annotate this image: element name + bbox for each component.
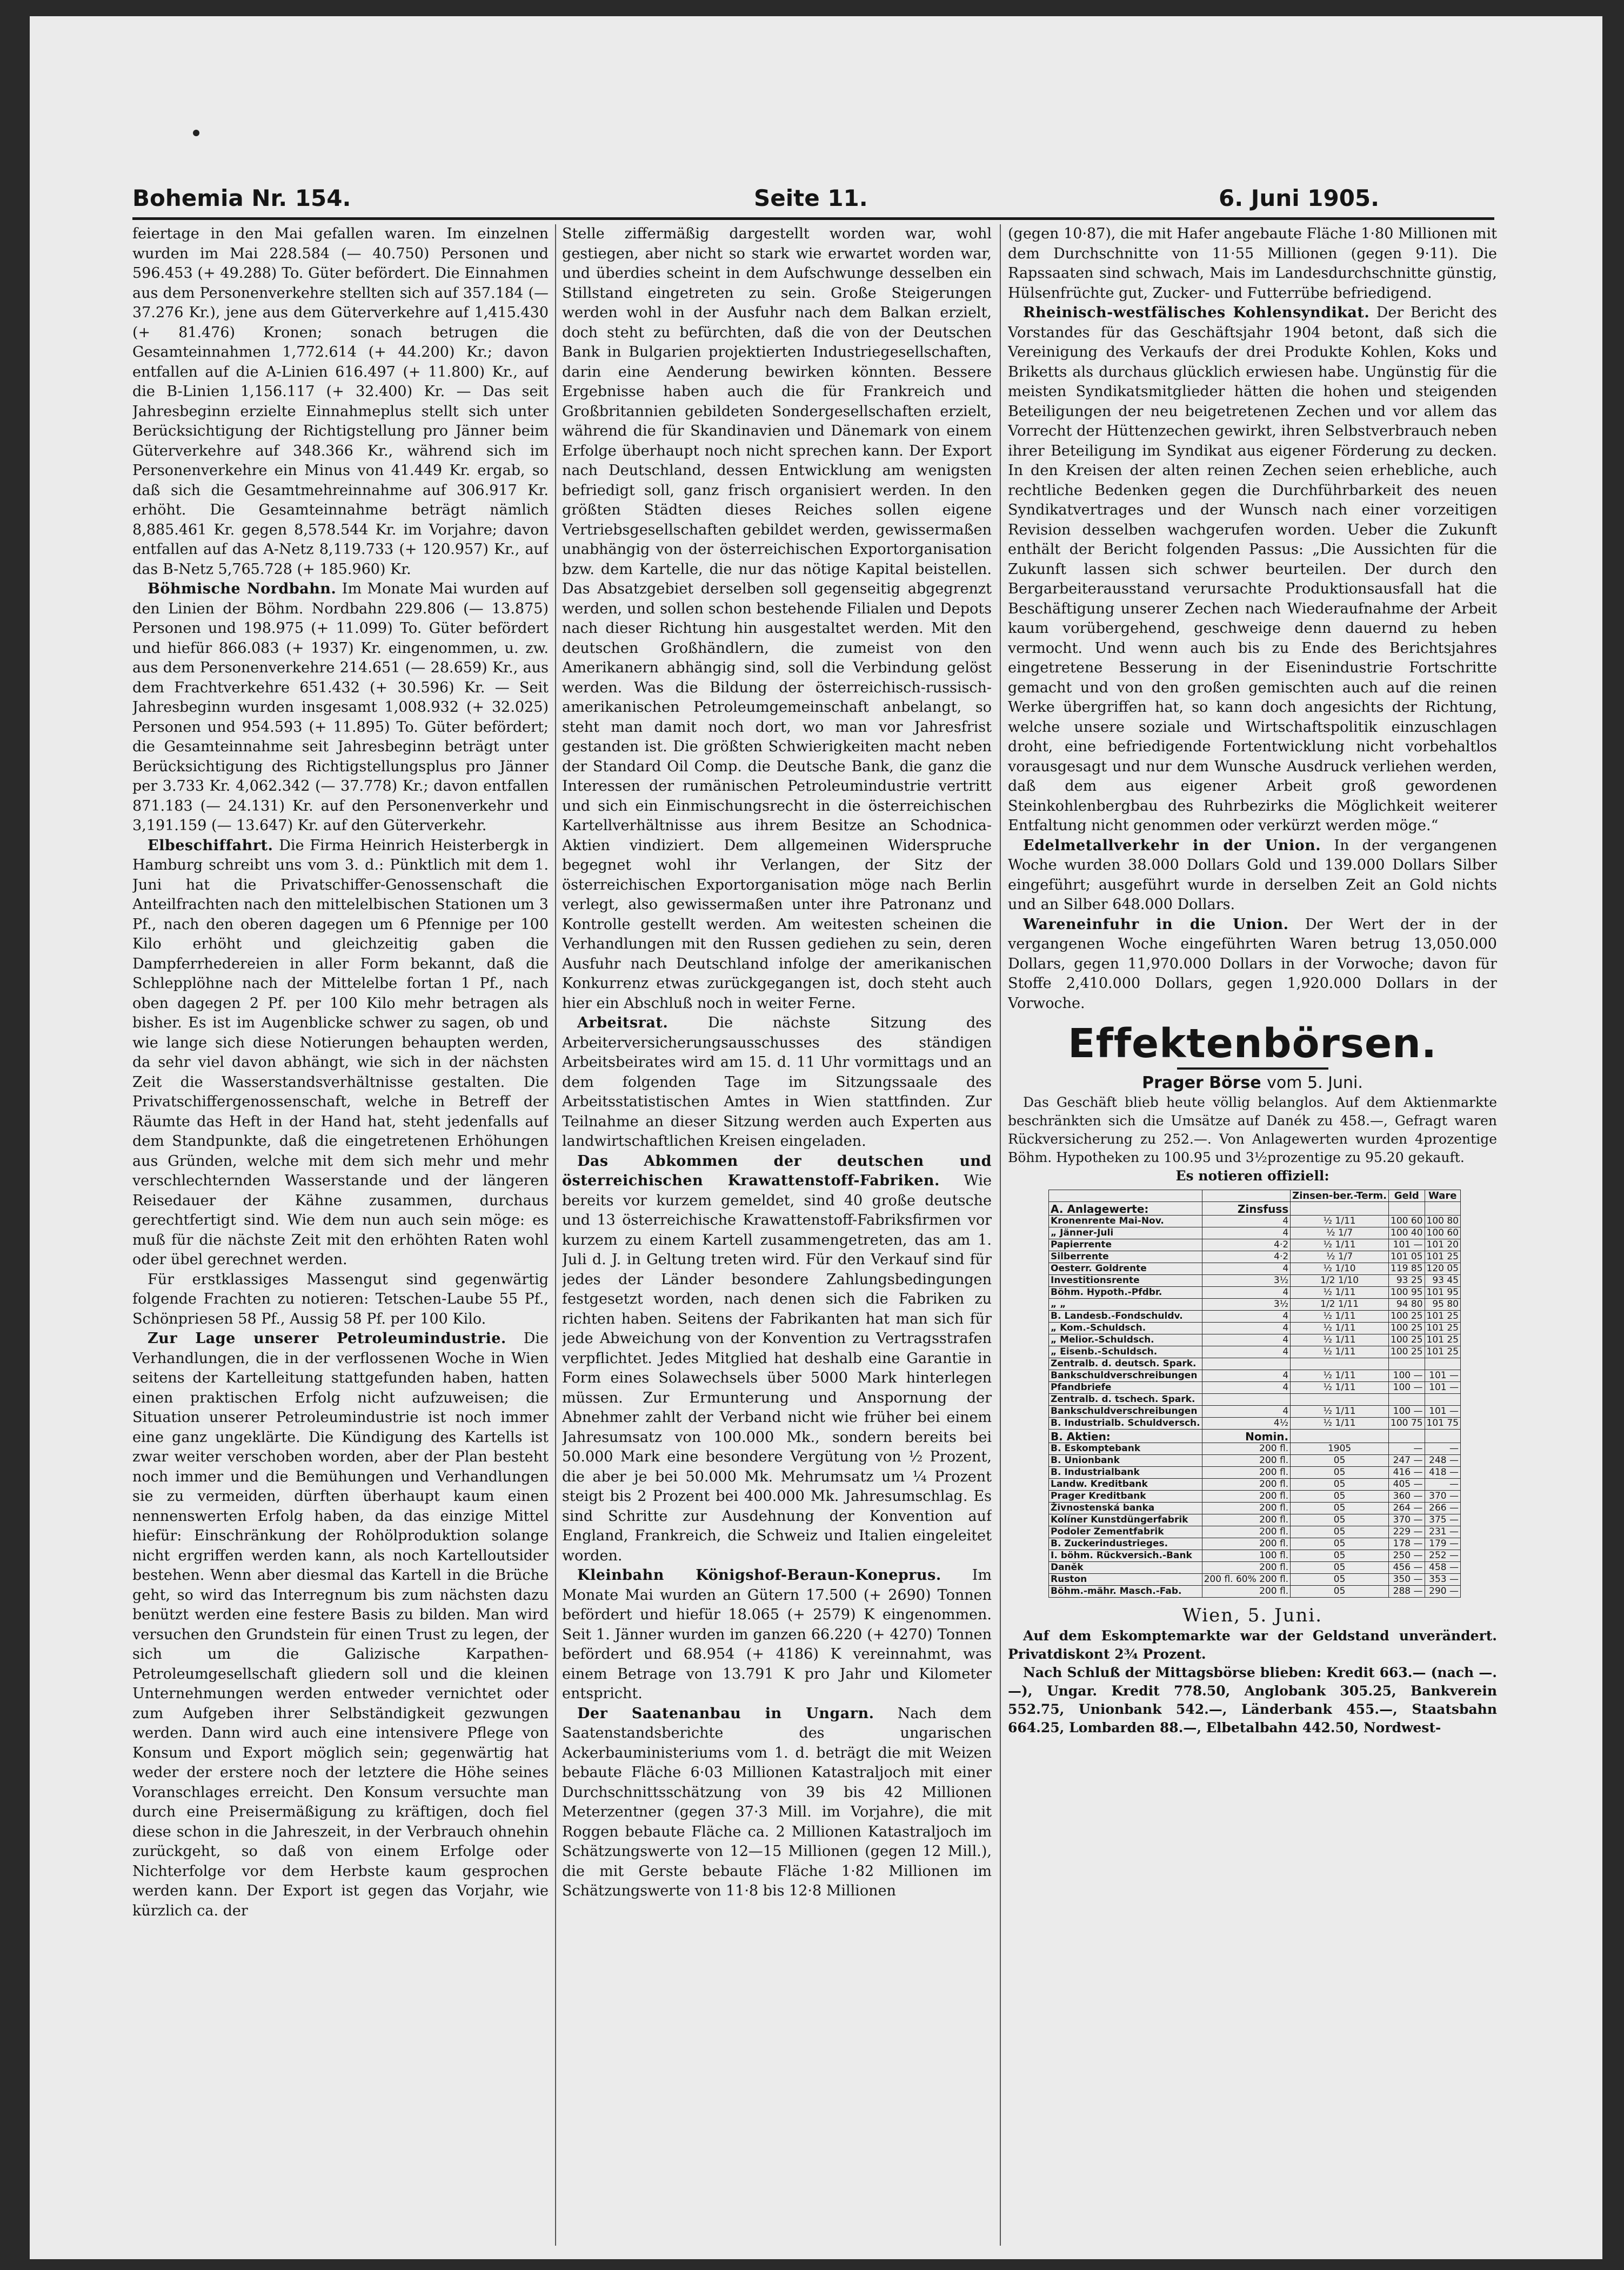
table-row xyxy=(1049,1514,1461,1526)
bid-price: 100 — xyxy=(1389,1382,1425,1394)
ask-price: 248 — xyxy=(1425,1455,1460,1467)
article-heading: Arbeitsrat. xyxy=(577,1014,669,1031)
interest-term: ½ 1/11 xyxy=(1291,1370,1389,1382)
column-1 xyxy=(132,224,549,2246)
interest-term: 05 xyxy=(1291,1526,1389,1538)
table-row xyxy=(1049,1299,1461,1311)
table-row xyxy=(1049,1503,1461,1514)
section-nomin-label: Nomin. xyxy=(1202,1430,1291,1443)
bid-price: 100 25 xyxy=(1389,1323,1425,1334)
paragraph: Das Geschäft blieb heute völlig belanglos. Auf dem Aktienmarkte beschränkten sich die Umsätze auf Danék zu 458.—, Gefragt waren Rückversicherung zu 252.—. Von Anlagewerten wurden 4prozentige Böhm. Hypotheken zu 100.95 und 3½prozentige zu 95.20 gekauft. xyxy=(1008,1094,1497,1165)
bid-price: 100 40 xyxy=(1389,1227,1425,1239)
security-name: Podoler Zementfabrik xyxy=(1049,1526,1202,1538)
ask-price: 101 25 xyxy=(1425,1251,1460,1263)
ask-price: 375 — xyxy=(1425,1514,1460,1526)
prague-report xyxy=(1008,1093,1497,1167)
ask-price: 101 95 xyxy=(1425,1287,1460,1299)
bid-price: 93 25 xyxy=(1389,1275,1425,1287)
bid-price: 178 — xyxy=(1389,1538,1425,1550)
table-row xyxy=(1049,1467,1461,1479)
interest-rate: 4 xyxy=(1202,1216,1291,1227)
table-row xyxy=(1049,1311,1461,1323)
interest-term: 05 xyxy=(1291,1550,1389,1562)
article-heading: Der Saatenanbau in Ungarn. xyxy=(577,1705,874,1722)
security-name: Papierrente xyxy=(1049,1239,1202,1251)
table-row xyxy=(1049,1346,1461,1358)
table-row xyxy=(1049,1406,1461,1418)
ask-price: 458 — xyxy=(1425,1562,1460,1574)
interest-rate: 4·2 xyxy=(1202,1239,1291,1251)
security-name: Prager Kreditbank xyxy=(1049,1491,1202,1503)
bid-price: 100 — xyxy=(1389,1406,1425,1418)
bid-price: 288 — xyxy=(1389,1586,1425,1598)
security-name: Investitionsrente xyxy=(1049,1275,1202,1287)
interest-term xyxy=(1291,1394,1389,1406)
ask-price: 101 — xyxy=(1425,1406,1460,1418)
interest-term: 05 xyxy=(1291,1538,1389,1550)
security-name: „ Eisenb.-Schuldsch. xyxy=(1049,1346,1202,1358)
security-name: Oesterr. Goldrente xyxy=(1049,1263,1202,1275)
nominal-value: 200 fl. xyxy=(1202,1538,1291,1550)
interest-term: 05 xyxy=(1291,1562,1389,1574)
paragraph: Nach Schluß der Mittagsbörse blieben: Kredit 663.— (nach —.—), Ungar. Kredit 778.50, Anglobank 305.25, Bankverein 552.75, Unionbank 542.—, Länderbank 455.—, Staatsbahn 664.25, Lombarden 88.—, Elbetalbahn 442.50, Nordwest- xyxy=(1008,1665,1497,1735)
paragraph: Für erstklassiges Massengut sind gegenwärtig folgende Frachten zu notieren: Tetschen-Laube 55 Pf., Schönpriesen 58 Pf., Aussig 58 Pf. per 100 Kilo. xyxy=(132,1271,549,1327)
interest-term: ½ 1/11 xyxy=(1291,1406,1389,1418)
bid-price: 247 — xyxy=(1389,1455,1425,1467)
bid-price: 370 — xyxy=(1389,1514,1425,1526)
security-name: Kolíner Kunstdüngerfabrik xyxy=(1049,1514,1202,1526)
section-label: A. Anlagewerte: xyxy=(1049,1202,1202,1216)
column-divider xyxy=(1000,224,1001,2246)
bid-price: 229 — xyxy=(1389,1526,1425,1538)
bid-price: 100 25 xyxy=(1389,1334,1425,1346)
nominal-value: 200 fl. xyxy=(1202,1526,1291,1538)
section-row xyxy=(1049,1202,1461,1216)
article-edelmetall xyxy=(1008,836,1497,915)
interest-rate: 4 xyxy=(1202,1370,1291,1382)
table-row xyxy=(1049,1227,1461,1239)
interest-term: ½ 1/7 xyxy=(1291,1227,1389,1239)
interest-rate xyxy=(1202,1358,1291,1370)
nominal-value: 200 fl. xyxy=(1202,1479,1291,1491)
security-name: „ Jänner-Juli xyxy=(1049,1227,1202,1239)
article-elbeschiffahrt xyxy=(132,836,549,1270)
ask-price: 101 25 xyxy=(1425,1334,1460,1346)
table-row xyxy=(1049,1538,1461,1550)
interest-term: 05 xyxy=(1291,1514,1389,1526)
header-page-number: Seite 11. xyxy=(754,185,868,211)
interest-rate: 4½ xyxy=(1202,1418,1291,1430)
article-heading: Elbeschiffahrt. xyxy=(148,837,273,854)
article-petroleum xyxy=(132,1329,549,1921)
security-name: Böhm. Hypoth.-Pfdbr. xyxy=(1049,1287,1202,1299)
article-saatenanbau xyxy=(562,1704,992,1901)
interest-term: 1905 xyxy=(1291,1443,1389,1455)
article-text: Der Wert der in der vergangenen Woche eingeführten Waren betrug 13,050.000 Dollars, gegen 11,970.000 Dollars in der Vorwoche; davon für Stoffe 2,410.000 Dollars, gegen 1,920.000 Dollars in der Vorwoche. xyxy=(1008,916,1497,1012)
security-name: Bankschuldverschreibungen xyxy=(1049,1406,1202,1418)
bid-price: 100 — xyxy=(1389,1370,1425,1382)
section-rule xyxy=(1177,1067,1328,1070)
interest-rate: 4 xyxy=(1202,1263,1291,1275)
table-row xyxy=(1049,1562,1461,1574)
bid-price: 101 — xyxy=(1389,1239,1425,1251)
article-nordbahn xyxy=(132,579,549,836)
ask-price: — xyxy=(1425,1479,1460,1491)
ask-price xyxy=(1425,1394,1460,1406)
bid-price: 100 60 xyxy=(1389,1216,1425,1227)
nominal-value: 200 fl. xyxy=(1202,1562,1291,1574)
table-row xyxy=(1049,1550,1461,1562)
article-text: Im Monate Mai wurden an Gütern 17.500 (+ 2690) Tonnen befördert und hiefür 18.065 (+ 2579) K eingenommen. Seit 1. Jänner wurden im ganzen 66.220 (+ 4270) Tonnen befördert und 68.954 (+ 4186) K vereinnahmt, was einem Betrage von 13.791 K pro Jahr und Kilometer entspricht. xyxy=(562,1567,992,1702)
nominal-value: 200 fl. xyxy=(1202,1514,1291,1526)
ask-price: 231 — xyxy=(1425,1526,1460,1538)
table-row xyxy=(1049,1358,1461,1370)
prague-title: Prager Börse xyxy=(1142,1073,1261,1092)
punch-dot xyxy=(193,130,199,136)
table-row xyxy=(1049,1216,1461,1227)
prague-date: vom 5. Juni. xyxy=(1267,1073,1363,1092)
ask-price: 93 45 xyxy=(1425,1275,1460,1287)
table-header-term: Zinsen-ber.-Term. xyxy=(1291,1190,1389,1202)
interest-rate: 4 xyxy=(1202,1227,1291,1239)
paragraph: (gegen 10·87), die mit Hafer angebaute Fläche 1·80 Millionen mit dem Durchschnitte von 11·55 Millionen (gegen 9·11). Die Rapssaaten sind schwach, Mais im Landesdurchschnitte günstig, Hülsenfrüchte gut, Zucker- und Futterrübe befriedigend. xyxy=(1008,225,1497,302)
interest-rate: 4 xyxy=(1202,1287,1291,1299)
newspaper-page xyxy=(30,16,1602,2259)
interest-term: ½ 1/11 xyxy=(1291,1239,1389,1251)
ask-price: 290 — xyxy=(1425,1586,1460,1598)
bid-price: 100 95 xyxy=(1389,1287,1425,1299)
ask-price: 370 — xyxy=(1425,1491,1460,1503)
table-row xyxy=(1049,1479,1461,1491)
article-text: Im Monate Mai wurden auf den Linien der Böhm. Nordbahn 229.806 (— 13.875) Personen und 198.975 (+ 11.099) To. Güter befördert und hiefür 866.083 (+ 1937) Kr. eingenommen, u. zw. aus dem Personenverkehre 214.651 (— 28.659) Kr., aus dem Frachtverkehre 651.432 (+ 30.596) Kr. — Seit Jahresbeginn wurden insgesamt 1,008.932 (+ 32.025) Personen und 954.593 (+ 11.895) To. Güter befördert; die Gesamteinnahme seit Jahresbeginn beträgt unter Berücksichtigung des Richtigstellungsplus pro Jänner per 3.733 Kr. 4,062.342 (— 37.778) Kr.; davon entfallen 871.183 (— 24.131) Kr. auf den Personenverkehr und 3,191.159 (— 13.647) Kr. auf den Güterverkehr. xyxy=(132,580,549,834)
interest-rate: 4·2 xyxy=(1202,1251,1291,1263)
paragraph: Stelle ziffermäßig dargestellt worden war, wohl gestiegen, aber nicht so stark wie erwartet worden war, und überdies scheint in dem Aufschwunge desselben ein Stillstand eingetreten zu sein. Große Steigerungen werden wohl in der Ausfuhr nach dem Balkan erzielt, doch steht zu befürchten, daß die von der Deutschen Bank in Bulgarien projektierten Industriegesellschaften, darin eine Aenderung bewirken könnten. Bessere Ergebnisse haben auch die für Frankreich und Großbritannien gebildeten Sondergesellschaften erzielt, während die für Skandinavien und Dänemark von einem Erfolge überhaupt noch nicht sprechen kann. Der Export nach Deutschland, dessen Entwicklung am wenigsten befriedigt soll, ganz frisch organisiert werden. In den größten Städten dieses Reiches sollen eigene Vertriebsgesellschaften gebildet werden, gewissermaßen unabhängig von der österreichischen Exportorganisation bzw. dem Kartelle, die nur das nötige Kapital beistellen. Das Absatzgebiet derselben soll gegenseitig abgegrenzt werden, und sollen schon bestehende Filialen und Depots nach dieser Richtung hin ausgestaltet werden. Mit den deutschen Großhändlern, die zumeist von den Amerikanern abhängig sind, soll die Verbindung gelöst werden. Was die Bildung der österreichisch-russisch-amerikanischen Petroleumgemeinschaft anbelangt, so steht man damit noch dort, wo man vor Jahresfrist gestanden ist. Die größten Schwierigkeiten macht neben der Standard Oil Comp. die Deutsche Bank, die ganz die Interessen der rumänischen Petroleumindustrie vertritt und sich ein Einmischungsrecht in die österreichischen Kartellverhältnisse aus ihrem Besitze an Schodnica-Aktien vindiziert. Dem allgemeinen Widerspruche begegnet wohl ihr Verlangen, der Sitz der österreichischen Exportorganisation möge nach Berlin verlegt, also gewissermaßen unter ihre Patronanz und Kontrolle gestellt werden. Am weitesten scheinen die Verhandlungen mit den Russen gediehen zu sein, deren Ausfuhr nach Deutschland infolge der amerikanischen Konkurrenz etwas zurückgegangen ist, doch steht auch hier ein Abschluß noch in weiter Ferne. xyxy=(562,225,992,1012)
interest-term: 05 xyxy=(1291,1455,1389,1467)
interest-term: 05 xyxy=(1291,1586,1389,1598)
bid-price: 119 85 xyxy=(1389,1263,1425,1275)
security-name: B. Zuckerindustrieges. xyxy=(1049,1538,1202,1550)
nominal-value: 200 fl. xyxy=(1202,1586,1291,1598)
interest-term: 05 xyxy=(1291,1491,1389,1503)
bid-price: 250 — xyxy=(1389,1550,1425,1562)
ask-price: 353 — xyxy=(1425,1574,1460,1586)
nominal-value: 200 fl. xyxy=(1202,1443,1291,1455)
prague-exchange-heading xyxy=(1008,1073,1497,1093)
interest-term: 1/2 1/10 xyxy=(1291,1275,1389,1287)
article-kleinbahn xyxy=(562,1566,992,1704)
vienna-exchange-heading: Wien, 5. Juni. xyxy=(1182,1605,1323,1626)
article-text: In der vergangenen Woche wurden 38.000 Dollars Gold und 139.000 Dollars Silber eingeführt; ausgeführt wurde in derselben Zeit an Gold nichts und an Silber 648.000 Dollars. xyxy=(1008,837,1497,913)
interest-rate xyxy=(1202,1394,1291,1406)
section-zins-label: Zinsfuss xyxy=(1202,1202,1291,1216)
interest-rate: 4 xyxy=(1202,1323,1291,1334)
ask-price: 252 — xyxy=(1425,1550,1460,1562)
table-header-geld: Geld xyxy=(1389,1190,1425,1202)
security-name: „ Kom.-Schuldsch. xyxy=(1049,1323,1202,1334)
interest-term: ½ 1/11 xyxy=(1291,1287,1389,1299)
security-name: Zentralb. d. tschech. Spark. xyxy=(1049,1394,1202,1406)
interest-term: 05 xyxy=(1291,1574,1389,1586)
bid-price: 456 — xyxy=(1389,1562,1425,1574)
ask-price: 101 — xyxy=(1425,1382,1460,1394)
ask-price: 101 25 xyxy=(1425,1323,1460,1334)
bid-price: 405 — xyxy=(1389,1479,1425,1491)
table-row xyxy=(1049,1394,1461,1406)
interest-rate: 3½ xyxy=(1202,1299,1291,1311)
interest-term: 05 xyxy=(1291,1503,1389,1514)
table-row xyxy=(1049,1287,1461,1299)
security-name: B. Landesb.-Fondschuldv. xyxy=(1049,1311,1202,1323)
interest-rate: 4 xyxy=(1202,1406,1291,1418)
article-kohlensyndikat xyxy=(1008,303,1497,836)
table-row xyxy=(1049,1323,1461,1334)
table-row xyxy=(1049,1275,1461,1287)
interest-term: ½ 1/11 xyxy=(1291,1382,1389,1394)
table-row xyxy=(1049,1263,1461,1275)
article-arbeitsrat xyxy=(562,1013,992,1152)
ask-price: 418 — xyxy=(1425,1467,1460,1479)
security-name: Pfandbriefe xyxy=(1049,1382,1202,1394)
table-header-ware: Ware xyxy=(1425,1190,1460,1202)
interest-rate: 4 xyxy=(1202,1382,1291,1394)
article-text: Der Bericht des Vorstandes für das Geschäftsjahr 1904 betont, daß sich die Vereinigung des Verkaufs der drei Produkte Kohlen, Koks und Briketts als durchaus glücklich erwiesen habe. Ungünstig für die meisten Syndikatsmitglieder hätten die hohen und steigenden Beteiligungen der neu beigetretenen Zechen und vor allem das Vorrecht der Hüttenzechen gewirkt, ihren Selbstverbrauch neben ihrer Beteiligung im Syndikat aus eigener Förderung zu decken. In den Kreisen der alten reinen Zechen seien erhebliche, auch rechtliche Bedenken gegen die Durchführbarkeit des neuen Syndikatvertrages und der Wunsch nach einer vorzeitigen Revision desselben wachgerufen worden. Ueber die Zukunft enthält der Bericht folgenden Passus: „Die Aussichten für die Zukunft lassen sich schwer beurteilen. Der durch den Bergarbeiterausstand verursachte Produktionsausfall hat die Beschäftigung unserer Zechen nach Wiederaufnahme der Arbeit kaum vorübergehend, geschweige denn dauernd zu heben vermocht. Und wenn auch bis zu Ende des Berichtsjahres eingetretene Besserung in der Eisenindustrie Fortschritte gemacht und von den großen gemischten auch auf die reinen Werke übergriffen hat, so kann doch angesichts der Richtung, welche unsere soziale und Wirtschaftspolitik einzuschlagen droht, eine befriedigende Fortentwicklung nicht vorbehaltlos vorausgesagt und nur dem Wunsche Ausdruck verliehen werden, daß dem aus eigener Arbeit groß gewordenen Steinkohlenbergbau des Ruhrbezirks die Möglichkeit weiterer Entfaltung nicht genommen oder verkürzt werden möge.“ xyxy=(1008,304,1497,834)
security-name: B. Industrialbank xyxy=(1049,1467,1202,1479)
article-heading: Wareneinfuhr in die Union. xyxy=(1023,916,1289,933)
bid-price: 100 75 xyxy=(1389,1418,1425,1430)
paragraph: Auf dem Eskomptemarkte war der Geldstand unverändert. Privatdiskont 2¾ Prozent. xyxy=(1008,1628,1497,1662)
ask-price: 101 25 xyxy=(1425,1346,1460,1358)
bid-price: 100 25 xyxy=(1389,1346,1425,1358)
article-wareneinfuhr xyxy=(1008,915,1497,1014)
nominal-value: 200 fl. xyxy=(1202,1491,1291,1503)
article-heading: Böhmische Nordbahn. xyxy=(148,580,337,597)
interest-term: 05 xyxy=(1291,1467,1389,1479)
ask-price: 120 05 xyxy=(1425,1263,1460,1275)
vienna-report xyxy=(1008,1627,1497,1664)
section-label: B. Aktien: xyxy=(1049,1430,1202,1443)
interest-term: 05 xyxy=(1291,1479,1389,1491)
column-2 xyxy=(562,224,992,2246)
interest-rate: 4 xyxy=(1202,1346,1291,1358)
paragraph: feiertage in den Mai gefallen waren. Im einzelnen wurden im Mai 228.584 (— 40.750) Personen und 596.453 (+ 49.288) To. Güter befördert. Die Einnahmen aus dem Personenverkehre stellten sich auf 357.184 (— 37.276 Kr.), jene aus dem Güterverkehre auf 1,415.430 (+ 81.476) Kronen; sonach betrugen die Gesamteinnahmen 1,772.614 (+ 44.200) Kr.; davon entfallen auf die A-Linien 616.497 (+ 11.800) Kr., auf die B-Linien 1,156.117 (+ 32.400) Kr. — Das seit Jahresbeginn erzielte Einnahmeplus stellt sich unter Berücksichtigung der Richtigstellung pro Jänner beim Güterverkehre auf 348.366 Kr., während sich im Personenverkehre ein Minus von 41.449 Kr. ergab, so daß sich die Gesamtmehreinnahme auf 306.917 Kr. erhöht. Die Gesamteinnahme beträgt nämlich 8,885.461 Kr. gegen 8,578.544 Kr. im Vorjahre; davon entfallen auf das A-Netz 8,119.733 (+ 120.957) Kr., auf das B-Netz 5,765.728 (+ 185.960) Kr. xyxy=(132,225,549,578)
bid-price: 101 05 xyxy=(1389,1251,1425,1263)
nominal-value: 200 fl. xyxy=(1202,1467,1291,1479)
interest-rate: 4 xyxy=(1202,1311,1291,1323)
security-name: Bankschuldverschreibungen xyxy=(1049,1370,1202,1382)
table-row xyxy=(1049,1443,1461,1455)
header-rule xyxy=(132,217,1494,220)
table-row xyxy=(1049,1239,1461,1251)
article-text: Nach dem Saatenstandsberichte des ungarischen Ackerbauministeriums vom 1. d. beträgt die mit Weizen bebaute Fläche 6·03 Millionen Katastraljoch mit einer Durchschnittsschätzung von 39 bis 42 Millionen Meterzentner (gegen 37·3 Mill. im Vorjahre), die mit Roggen bebaute Fläche ca. 2 Millionen Katastraljoch im Schätzungswerte von 12—15 Millionen (gegen 12 Mill.), die mit Gerste bebaute Fläche 1·82 Millionen im Schätzungswerte von 11·8 bis 12·8 Millionen xyxy=(562,1705,992,1899)
interest-rate: 4 xyxy=(1202,1334,1291,1346)
table-header-blank xyxy=(1049,1190,1202,1202)
table-row xyxy=(1049,1251,1461,1263)
security-name: Silberrente xyxy=(1049,1251,1202,1263)
ask-price xyxy=(1425,1358,1460,1370)
security-name: Kronenrente Mai-Nov. xyxy=(1049,1216,1202,1227)
section-row xyxy=(1049,1430,1461,1443)
bid-price: 264 — xyxy=(1389,1503,1425,1514)
price-table xyxy=(1048,1190,1461,1598)
article-text: Die Firma Heinrich Heisterbergk in Hamburg schreibt uns vom 3. d.: Pünktlich mit dem 1. Juni hat die Privatschiffer-Genossenschaft die Anteilfrachten nach den mittelelbischen Stationen um 3 Pf., nach den oberen dagegen um 6 Pfennige per 100 Kilo erhöht und gleichzeitig gaben die Dampferrhedereien in aller Form bekannt, daß die Schlepplöhne nach der Mittelelbe fortan 1 Pf., nach oben dagegen 2 Pf. per 100 Kilo mehr betragen als bisher. Es ist im Augenblicke schwer zu sagen, ob und wie lange sich diese Notierungen behaupten werden, da sehr viel davon abhängt, wie sich in der nächsten Zeit die Wasserstandsverhältnisse gestalten. Die Privatschiffergenossenschaft, welche in Betreff der Räumte das Heft in der Hand hat, steht jedenfalls auf dem Standpunkte, daß die eingetretenen Erhöhungen aus Gründen, welche mit dem sich mehr und mehr verschlechternden Wasserstande und der längeren Reisedauer der Kähne zusammen, durchaus gerechtfertigt sind. Wie dem nun auch sein möge: es muß für die nächste Zeit mit den erhöhten Raten wohl oder übel gerechnet werden. xyxy=(132,837,549,1268)
ask-price: — xyxy=(1425,1443,1460,1455)
security-name: I. böhm. Rückversich.-Bank xyxy=(1049,1550,1202,1562)
interest-term: ½ 1/11 xyxy=(1291,1334,1389,1346)
interest-term xyxy=(1291,1358,1389,1370)
article-krawattenstoff xyxy=(562,1152,992,1566)
interest-term: ½ 1/11 xyxy=(1291,1418,1389,1430)
ask-price: 179 — xyxy=(1425,1538,1460,1550)
ask-price: 266 — xyxy=(1425,1503,1460,1514)
ask-price: 95 80 xyxy=(1425,1299,1460,1311)
ask-price: 101 — xyxy=(1425,1370,1460,1382)
security-name: Böhm.-mähr. Masch.-Fab. xyxy=(1049,1586,1202,1598)
ask-price: 100 60 xyxy=(1425,1227,1460,1239)
security-name: B. Unionbank xyxy=(1049,1455,1202,1467)
bid-price xyxy=(1389,1394,1425,1406)
bid-price: 100 25 xyxy=(1389,1311,1425,1323)
column-3 xyxy=(1008,224,1497,2246)
article-text: Wie bereits vor kurzem gemeldet, sind 40 große deutsche und 13 österreichische Krawattenstoff-Fabriksfirmen vor kurzem zu einem Kartell zusammengetreten, das am 1. Juli d. J. in Geltung treten wird. Für den Verkauf sind für jedes der Länder besondere Zahlungsbedingungen festgesetzt worden, nach denen sich die Fabriken zu richten haben. Seitens der Fabrikanten hat man sich für jede Abweichung von der Konvention zu Vertragsstrafen verpflichtet. Jedes Mitglied hat deshalb eine Garantie in Form eines Solawechsels über 5000 Mark hinterlegen müssen. Zur Ermunterung und Anspornung der Abnehmer zahlt der Verband nicht wie früher bei einem Jahresumsatz von 100.000 Mk., sondern bereits bei 50.000 Mark eine besondere Vergütung von ½ Prozent, die aber je bei 50.000 Mk. Mehrumsatz um ¼ Prozent steigt bis 2 Prozent bei 400.000 Mk. Jahresumschlag. Es sind Schritte zur Ausdehnung der Konvention auf England, Frankreich, die Schweiz und Italien eingeleitet worden. xyxy=(562,1172,992,1564)
article-heading: Das Abkommen der deutschen und österreichischen Krawattenstoff-Fabriken. xyxy=(562,1152,992,1189)
table-row xyxy=(1049,1574,1461,1586)
table-row xyxy=(1049,1370,1461,1382)
nominal-value: 200 fl. xyxy=(1202,1503,1291,1514)
table-row xyxy=(1049,1526,1461,1538)
table-row xyxy=(1049,1418,1461,1430)
es-notieren-label: Es notieren offiziell: xyxy=(1175,1168,1329,1184)
article-heading: Edelmetallverkehr in der Union. xyxy=(1023,837,1321,854)
interest-term: ½ 1/10 xyxy=(1291,1263,1389,1275)
interest-term: ½ 1/7 xyxy=(1291,1251,1389,1263)
header-date: 6. Juni 1905. xyxy=(1219,185,1380,211)
security-name: „ Melior.-Schuldsch. xyxy=(1049,1334,1202,1346)
interest-term: ½ 1/11 xyxy=(1291,1323,1389,1334)
header-masthead: Bohemia Nr. 154. xyxy=(132,185,351,211)
column-divider xyxy=(555,224,556,2246)
security-name: Zentralb. d. deutsch. Spark. xyxy=(1049,1358,1202,1370)
article-heading: Zur Lage unserer Petroleumindustrie. xyxy=(148,1330,506,1347)
interest-term: 1/2 1/11 xyxy=(1291,1299,1389,1311)
table-row xyxy=(1049,1491,1461,1503)
interest-term: ½ 1/11 xyxy=(1291,1346,1389,1358)
table-row xyxy=(1049,1382,1461,1394)
nominal-value: 200 fl. xyxy=(1202,1455,1291,1467)
interest-rate: 3½ xyxy=(1202,1275,1291,1287)
article-text: Die nächste Sitzung des Arbeiterversicherungsausschusses des ständigen Arbeitsbeirates wird am 15. d. 11 Uhr vormittags und an dem folgenden Tage im Sitzungssaale des Arbeitsstatistischen Amtes in Wien stattfinden. Zur Teilnahme an dieser Sitzung werden auch Experten aus landwirtschaftlichen Kreisen eingeladen. xyxy=(562,1014,992,1150)
ask-price: 101 20 xyxy=(1425,1239,1460,1251)
table-row xyxy=(1049,1334,1461,1346)
security-name: Živnostenská banka xyxy=(1049,1503,1202,1514)
article-heading: Rheinisch-westfälisches Kohlensyndikat. xyxy=(1023,304,1370,321)
ask-price: 100 80 xyxy=(1425,1216,1460,1227)
table-header-zins-blank xyxy=(1202,1190,1291,1202)
table-row xyxy=(1049,1455,1461,1467)
ask-price: 101 75 xyxy=(1425,1418,1460,1430)
bid-price xyxy=(1389,1358,1425,1370)
vienna-report-2 xyxy=(1008,1664,1497,1737)
security-name: B. Industrialb. Schuldversch. xyxy=(1049,1418,1202,1430)
bid-price: 360 — xyxy=(1389,1491,1425,1503)
interest-term: ½ 1/11 xyxy=(1291,1216,1389,1227)
bid-price: 350 — xyxy=(1389,1574,1425,1586)
bid-price: 416 — xyxy=(1389,1467,1425,1479)
nominal-value: 200 fl. 60% 200 fl. xyxy=(1202,1574,1291,1586)
security-name: Daněk xyxy=(1049,1562,1202,1574)
interest-term: ½ 1/11 xyxy=(1291,1311,1389,1323)
article-text: Die Verhandlungen, die in der verflossenen Woche in Wien seitens der Kartelleitung stattgefunden haben, hatten einen praktischen Erfolg nicht aufzuweisen; die Situation unserer Petroleumindustrie ist noch immer eine ganz ungeklärte. Die Kündigung des Kartells ist zwar weiter verschoben worden, aber der Plan besteht noch immer und die Bemühungen und Verhandlungen sie zu vermeiden, dürften überhaupt kaum einen nennenswerten Erfolg haben, da das einzige Mittel hiefür: Einschränkung der Rohölproduktion solange nicht ergriffen werden kann, als noch Kartelloutsider bestehen. Wenn aber diesmal das Kartell in die Brüche geht, so wird das Interregnum bis zum nächsten dazu benützt werden eine festere Basis zu bilden. Man wird versuchen den Grundstein für einen Trust zu legen, der sich um die Galizische Karpathen-Petroleumgesellschaft gliedern soll und die kleinen Unternehmungen werden entweder vernichtet oder zum Aufgeben ihrer Selbständigkeit gezwungen werden. Dann wird auch eine intensivere Pflege von Konsum und Export möglich sein; gegenwärtig hat weder der erstere noch der letztere die Höhe seines Voranschlages erreicht. Den Konsum versuchte man durch eine Preisermäßigung zu kräftigen, doch fiel diese schon in die Jahreszeit, in der Verbrauch ohnehin zurückgeht, so daß von einem Erfolge oder Nichterfolge vor dem Herbste kaum gesprochen werden kann. Der Export ist gegen das Vorjahr, wie kürzlich ca. der xyxy=(132,1330,549,1919)
bid-price: — xyxy=(1389,1443,1425,1455)
security-name: Ruston xyxy=(1049,1574,1202,1586)
table-row xyxy=(1049,1586,1461,1598)
ask-price: 101 25 xyxy=(1425,1311,1460,1323)
security-name: Landw. Kreditbank xyxy=(1049,1479,1202,1491)
security-name: „ „ xyxy=(1049,1299,1202,1311)
nominal-value: 100 fl. xyxy=(1202,1550,1291,1562)
bid-price: 94 80 xyxy=(1389,1299,1425,1311)
section-title-effektenboersen: Effektenbörsen. xyxy=(1068,1020,1437,1067)
article-heading: Kleinbahn Königshof-Beraun-Koneprus. xyxy=(577,1567,941,1584)
security-name: B. Eskomptebank xyxy=(1049,1443,1202,1455)
